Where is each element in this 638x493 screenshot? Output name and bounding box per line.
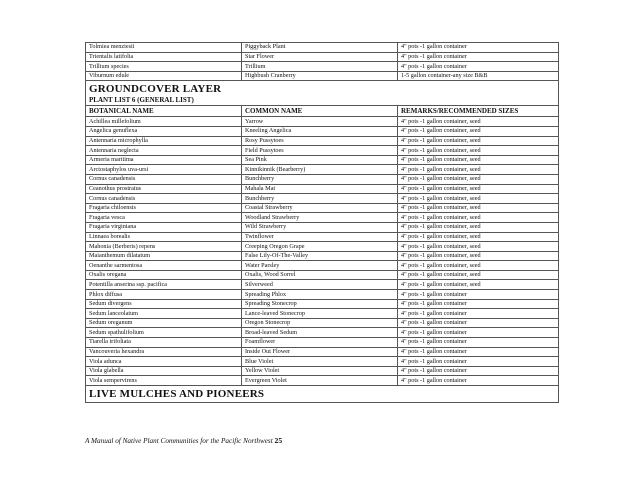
table-row <box>86 194 559 204</box>
bottom-section-row <box>86 386 559 403</box>
section-title-row <box>86 81 559 97</box>
common-name-cell: Piggyback Plant <box>242 43 398 53</box>
common-name-cell: Creeping Oregon Grape <box>242 242 398 252</box>
header-common-name: COMMON NAME <box>242 106 398 117</box>
common-name-cell: Blue Violet <box>242 357 398 367</box>
table-row <box>86 117 559 127</box>
botanical-name-cell: Sedum divergens <box>86 299 242 309</box>
plant-table <box>85 42 559 403</box>
botanical-name-cell: Tiarella trifoliata <box>86 338 242 348</box>
remarks-cell: 4" pots -1 gallon container, seed <box>398 222 559 232</box>
botanical-name-cell: Antennaria microphylla <box>86 136 242 146</box>
common-name-cell: Evergreen Violet <box>242 376 398 386</box>
remarks-cell: 1-5 gallon container-any size B&B <box>398 71 559 81</box>
table-row <box>86 146 559 156</box>
common-name-cell: Bunchberry <box>242 174 398 184</box>
list-title: PLANT LIST 6 (GENERAL LIST) <box>86 96 559 106</box>
table-row <box>86 376 559 386</box>
footer-text: A Manual of Native Plant Communities for the Pacific Northwest <box>85 437 273 445</box>
remarks-cell: 4" pots -1 gallon container <box>398 62 559 72</box>
remarks-cell: 4" pots -1 gallon container, seed <box>398 126 559 136</box>
common-name-cell: Spreading Phlox <box>242 290 398 300</box>
remarks-cell: 4" pots -1 gallon container <box>398 347 559 357</box>
remarks-cell: 4" pots -1 gallon container, seed <box>398 261 559 271</box>
botanical-name-cell: Fragaria vesca <box>86 213 242 223</box>
column-header-row <box>86 106 559 117</box>
bottom-section-title: LIVE MULCHES AND PIONEERS <box>86 386 559 403</box>
page-number: 25 <box>274 436 283 445</box>
common-name-cell: Sea Pink <box>242 155 398 165</box>
botanical-name-cell: Viola glabella <box>86 366 242 376</box>
remarks-cell: 4" pots -1 gallon container <box>398 357 559 367</box>
table-row <box>86 213 559 223</box>
remarks-cell: 4" pots -1 gallon container, seed <box>398 280 559 290</box>
table-row <box>86 357 559 367</box>
botanical-name-cell: Sedum lanceolatum <box>86 309 242 319</box>
botanical-name-cell: Viola sempervirens <box>86 376 242 386</box>
table-row <box>86 136 559 146</box>
remarks-cell: 4" pots -1 gallon container, seed <box>398 155 559 165</box>
botanical-name-cell: Trillium species <box>86 62 242 72</box>
remarks-cell: 4" pots -1 gallon container, seed <box>398 136 559 146</box>
botanical-name-cell: Mahonia (Berberis) repens <box>86 242 242 252</box>
live-mulches-section <box>86 386 559 403</box>
common-name-cell: Spreading Stonecrop <box>242 299 398 309</box>
common-name-cell: Field Pussytoes <box>242 146 398 156</box>
botanical-name-cell: Vancouveria hexandra <box>86 347 242 357</box>
common-name-cell: Inside Out Flower <box>242 347 398 357</box>
plant-table-container <box>85 42 558 403</box>
table-row <box>86 52 559 62</box>
common-name-cell: Yellow Violet <box>242 366 398 376</box>
top-rows <box>86 43 559 81</box>
botanical-name-cell: Cornus canadensis <box>86 194 242 204</box>
common-name-cell: Rosy Pussytoes <box>242 136 398 146</box>
botanical-name-cell: Tolmiea menziesii <box>86 43 242 53</box>
botanical-name-cell: Angelica genuflexa <box>86 126 242 136</box>
common-name-cell: Foamflower <box>242 338 398 348</box>
table-row <box>86 184 559 194</box>
common-name-cell: Water Parsley <box>242 261 398 271</box>
table-row <box>86 43 559 53</box>
remarks-cell: 4" pots -1 gallon container <box>398 366 559 376</box>
remarks-cell: 4" pots -1 gallon container <box>398 299 559 309</box>
botanical-name-cell: Viburnum edule <box>86 71 242 81</box>
botanical-name-cell: Cornus canadensis <box>86 174 242 184</box>
remarks-cell: 4" pots -1 gallon container, seed <box>398 146 559 156</box>
table-row <box>86 290 559 300</box>
plant-rows <box>86 117 559 386</box>
common-name-cell: Star Flower <box>242 52 398 62</box>
groundcover-section <box>86 81 559 117</box>
common-name-cell: Twinflower <box>242 232 398 242</box>
common-name-cell: Woodland Strawberry <box>242 213 398 223</box>
common-name-cell: Lance-leaved Stonecrop <box>242 309 398 319</box>
table-row <box>86 328 559 338</box>
botanical-name-cell: Antennaria neglecta <box>86 146 242 156</box>
common-name-cell: Wild Strawberry <box>242 222 398 232</box>
botanical-name-cell: Achillea millefolium <box>86 117 242 127</box>
botanical-name-cell: Fragaria chiloensis <box>86 203 242 213</box>
remarks-cell: 4" pots -1 gallon container, seed <box>398 165 559 175</box>
table-row <box>86 366 559 376</box>
botanical-name-cell: Fragaria virginiana <box>86 222 242 232</box>
common-name-cell: Oxalis, Wood Sorrel <box>242 270 398 280</box>
common-name-cell: Broad-leaved Sedum <box>242 328 398 338</box>
remarks-cell: 4" pots -1 gallon container, seed <box>398 174 559 184</box>
list-title-row <box>86 96 559 106</box>
table-row <box>86 338 559 348</box>
botanical-name-cell: Viola adunca <box>86 357 242 367</box>
common-name-cell: Silverweed <box>242 280 398 290</box>
table-row <box>86 318 559 328</box>
table-row <box>86 165 559 175</box>
section-title: GROUNDCOVER LAYER <box>86 81 559 97</box>
botanical-name-cell: Phlox diffusa <box>86 290 242 300</box>
common-name-cell: Bunchberry <box>242 194 398 204</box>
remarks-cell: 4" pots -1 gallon container <box>398 376 559 386</box>
common-name-cell: Mahala Mat <box>242 184 398 194</box>
remarks-cell: 4" pots -1 gallon container, seed <box>398 232 559 242</box>
remarks-cell: 4" pots -1 gallon container, seed <box>398 251 559 261</box>
table-row <box>86 280 559 290</box>
remarks-cell: 4" pots -1 gallon container, seed <box>398 203 559 213</box>
remarks-cell: 4" pots -1 gallon container <box>398 290 559 300</box>
botanical-name-cell: Maianthemum dilatatum <box>86 251 242 261</box>
page-footer <box>85 436 282 445</box>
common-name-cell: Highbush Cranberry <box>242 71 398 81</box>
common-name-cell: Kinnikinnik (Bearberry) <box>242 165 398 175</box>
remarks-cell: 4" pots -1 gallon container, seed <box>398 242 559 252</box>
table-row <box>86 261 559 271</box>
common-name-cell: False Lily-Of-The-Valley <box>242 251 398 261</box>
table-row <box>86 270 559 280</box>
remarks-cell: 4" pots -1 gallon container, seed <box>398 213 559 223</box>
botanical-name-cell: Armeria maritima <box>86 155 242 165</box>
header-remarks: REMARKS/RECOMMENDED SIZES <box>398 106 559 117</box>
botanical-name-cell: Arctostaphylos uva-ursi <box>86 165 242 175</box>
table-row <box>86 242 559 252</box>
botanical-name-cell: Linnaea borealis <box>86 232 242 242</box>
remarks-cell: 4" pots -1 gallon container <box>398 338 559 348</box>
remarks-cell: 4" pots -1 gallon container, seed <box>398 117 559 127</box>
remarks-cell: 4" pots -1 gallon container <box>398 328 559 338</box>
remarks-cell: 4" pots -1 gallon container <box>398 318 559 328</box>
botanical-name-cell: Potentilla anserina ssp. pacifica <box>86 280 242 290</box>
table-row <box>86 62 559 72</box>
table-row <box>86 126 559 136</box>
table-row <box>86 222 559 232</box>
remarks-cell: 4" pots -1 gallon container, seed <box>398 270 559 280</box>
remarks-cell: 4" pots -1 gallon container, seed <box>398 184 559 194</box>
table-row <box>86 251 559 261</box>
remarks-cell: 4" pots -1 gallon container <box>398 52 559 62</box>
remarks-cell: 4" pots -1 gallon container, seed <box>398 194 559 204</box>
remarks-cell: 4" pots -1 gallon container <box>398 43 559 53</box>
common-name-cell: Yarrow <box>242 117 398 127</box>
botanical-name-cell: Oenanthe sarmentosa <box>86 261 242 271</box>
botanical-name-cell: Sedum spathulifolium <box>86 328 242 338</box>
table-row <box>86 309 559 319</box>
table-row <box>86 299 559 309</box>
common-name-cell: Oregon Stonecrop <box>242 318 398 328</box>
table-row <box>86 232 559 242</box>
common-name-cell: Coastal Strawberry <box>242 203 398 213</box>
table-row <box>86 347 559 357</box>
table-row <box>86 71 559 81</box>
table-row <box>86 203 559 213</box>
common-name-cell: Kneeling Angelica <box>242 126 398 136</box>
table-row <box>86 174 559 184</box>
common-name-cell: Trillium <box>242 62 398 72</box>
remarks-cell: 4" pots -1 gallon container <box>398 309 559 319</box>
botanical-name-cell: Ceanothus prostratus <box>86 184 242 194</box>
botanical-name-cell: Sedum oreganum <box>86 318 242 328</box>
botanical-name-cell: Trientalis latifolia <box>86 52 242 62</box>
table-row <box>86 155 559 165</box>
header-botanical-name: BOTANICAL NAME <box>86 106 242 117</box>
botanical-name-cell: Oxalis oregana <box>86 270 242 280</box>
